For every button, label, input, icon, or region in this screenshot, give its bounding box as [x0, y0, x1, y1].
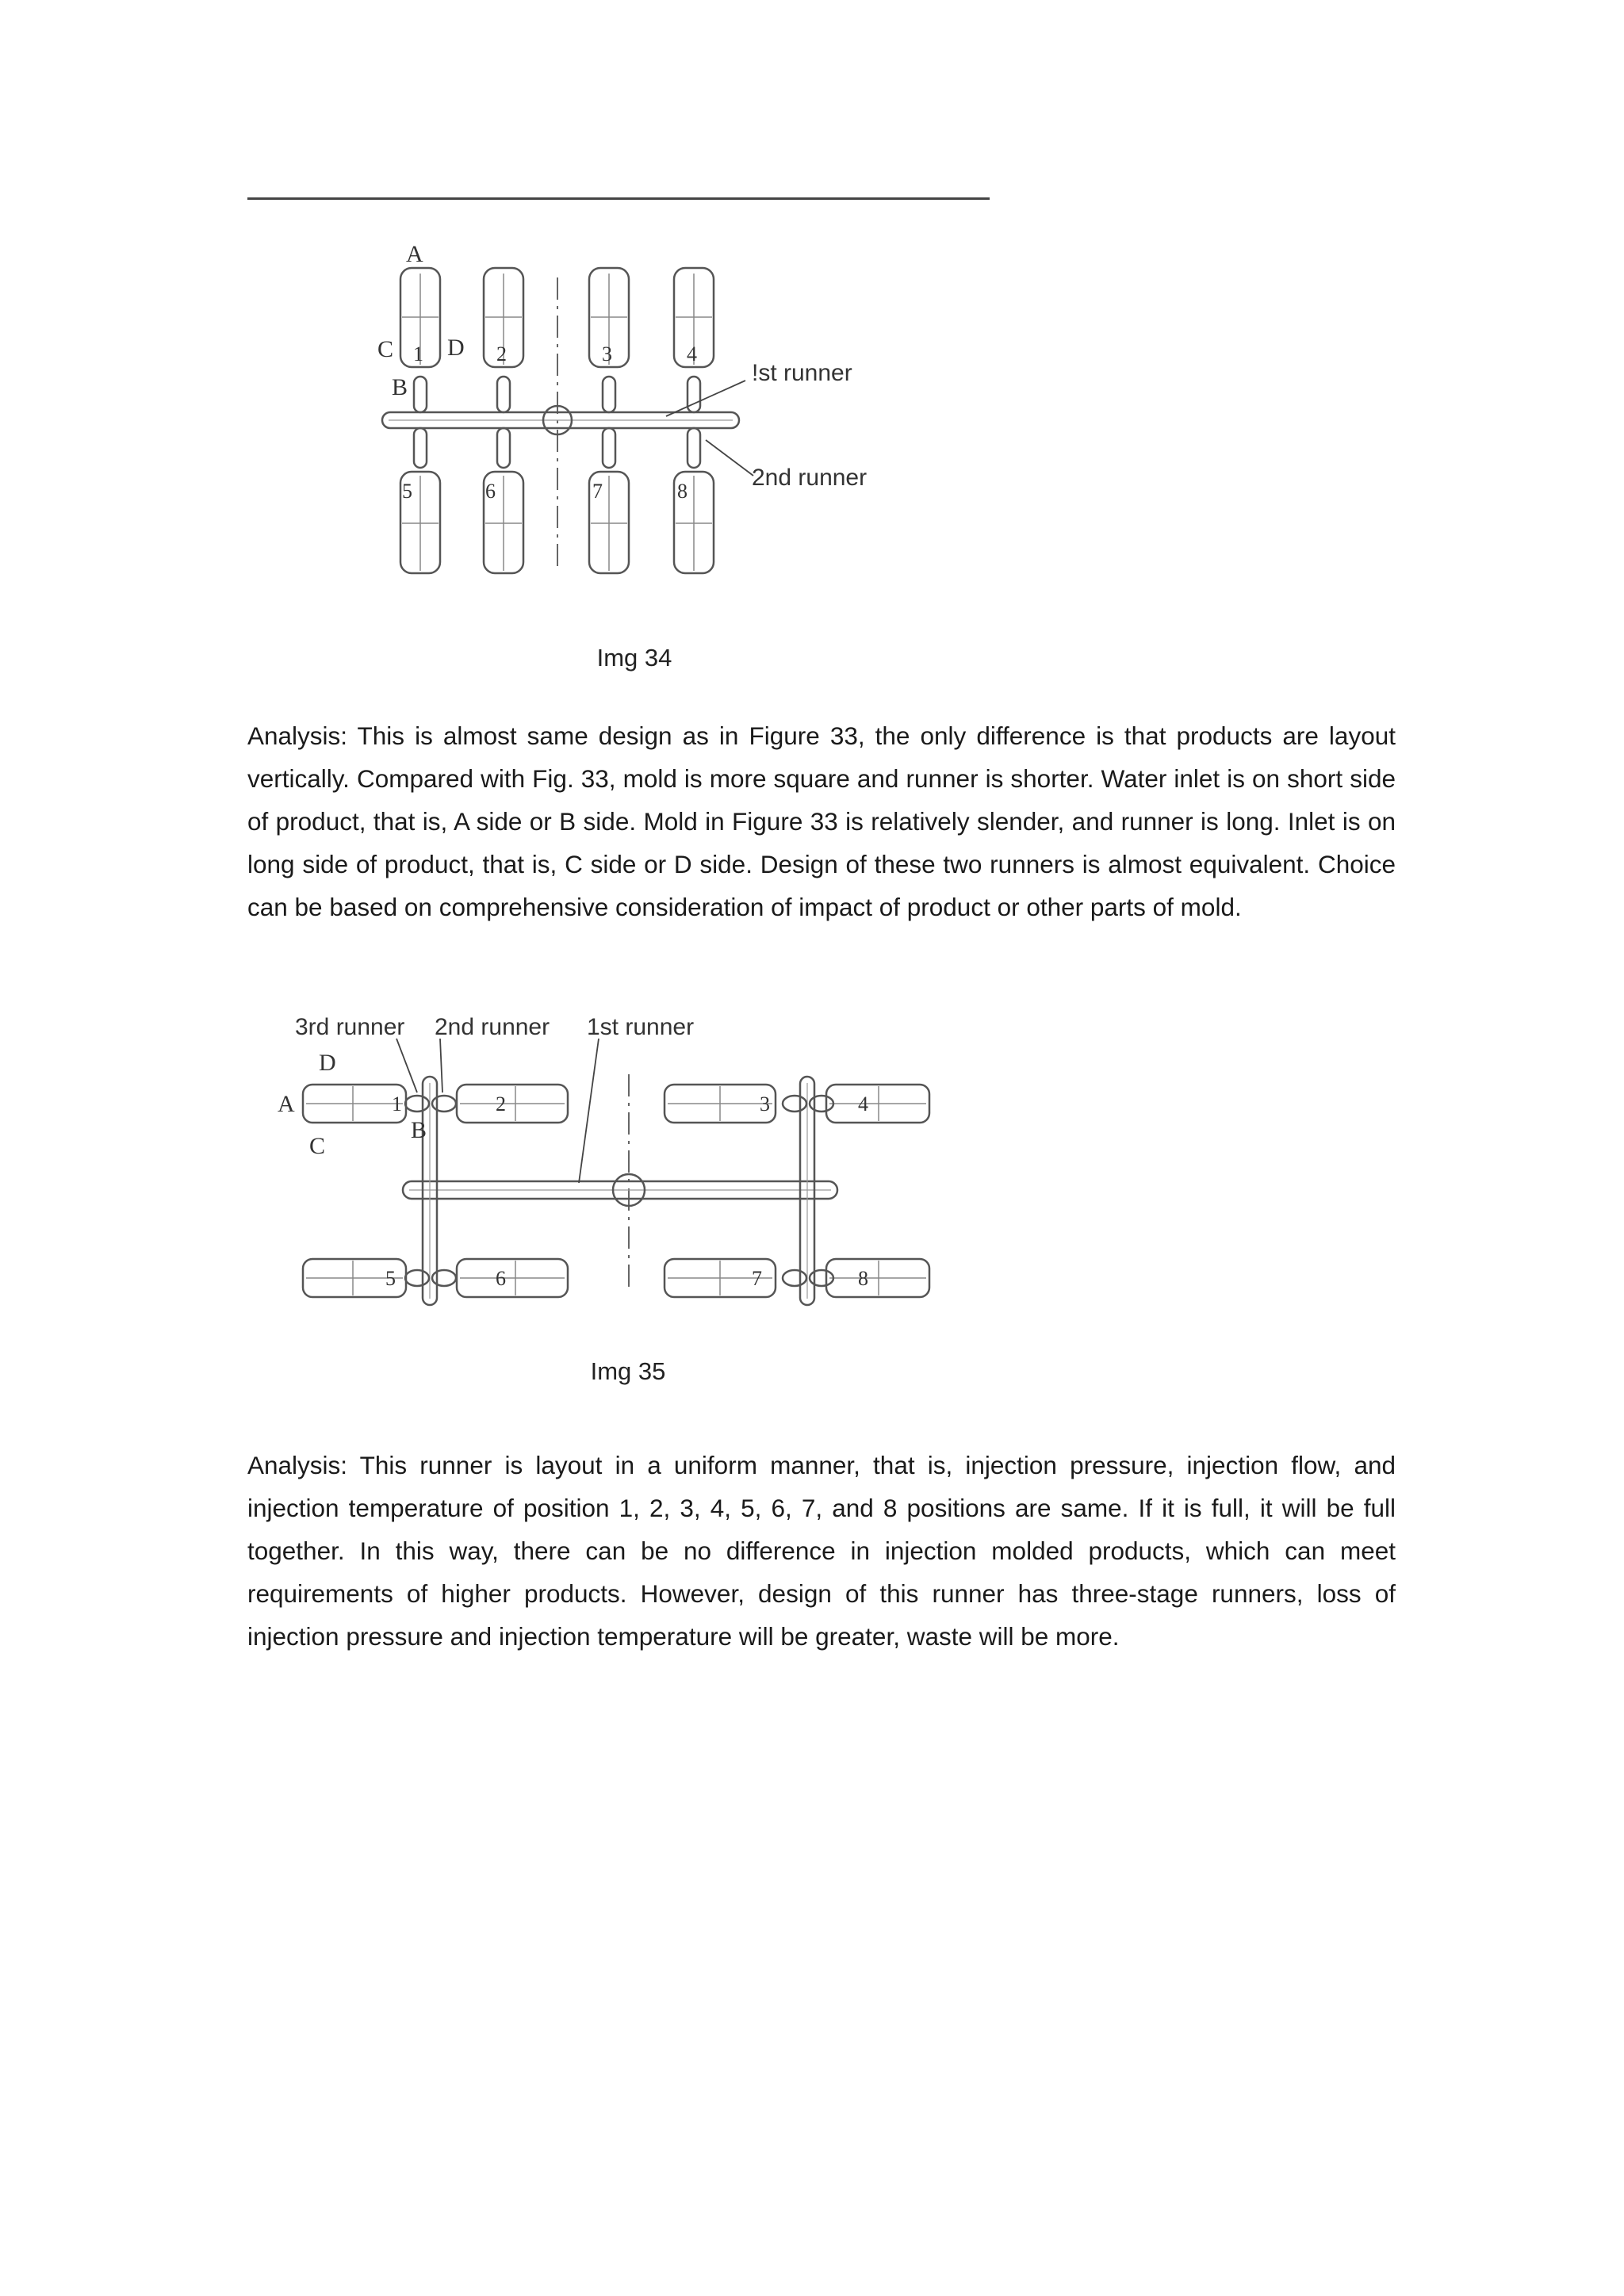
figure-35-caption: Img 35	[590, 1357, 666, 1385]
figure-35-diagram	[262, 1007, 991, 1316]
fig35-cavity-5: 5	[385, 1267, 396, 1290]
fig35-cavity-6: 6	[496, 1267, 506, 1290]
analysis-paragraph-1: Analysis: This is almost same design as in Figure 33, the only difference is that products are layout vertically. Compared with Fig. 33, mold is more square and runner is shorter. Water inlet is on short side of product, that is, A side or B side. Mold in Figure 33 is relatively slender, and runner is long. Inlet is on long side of product, that is, C side or D side. Design of these two runners is almost equivalent. Choice can be based on comprehensive consideration of impact of product or other parts of mold.	[247, 721, 1396, 921]
fig34-label-d: D	[447, 335, 465, 361]
fig34-cavity-5: 5	[402, 480, 412, 503]
fig35-label-d: D	[319, 1050, 336, 1076]
fig34-label-b: B	[392, 374, 408, 400]
fig34-second-runner-label: 2nd runner	[752, 465, 868, 491]
fig35-cavity-2: 2	[496, 1093, 506, 1115]
top-rule	[247, 197, 990, 200]
figure-34-diagram	[365, 230, 936, 603]
fig34-label-a: A	[406, 241, 423, 267]
fig35-second-runner-label: 2nd runner	[435, 1014, 550, 1040]
fig35-cavity-7: 7	[752, 1267, 762, 1290]
fig34-cavity-2: 2	[496, 342, 507, 365]
fig35-label-b: B	[411, 1117, 427, 1143]
fig34-cavity-1: 1	[413, 342, 423, 365]
analysis-paragraph-2: Analysis: This runner is layout in a uniform manner, that is, injection pressure, injection flow, and injection temperature of position 1, 2, 3, 4, 5, 6, 7, and 8 positions are same. If it is full, it will be full together. In this way, there can be no difference in injection molded products, which can meet requirements of higher products. However, design of this runner has three-stage runners, loss of injection pressure and injection temperature will be greater, waste will be more.	[247, 1451, 1396, 1651]
fig34-first-runner-label: !st runner	[752, 360, 852, 386]
figure-34	[365, 230, 936, 603]
fig35-third-runner-label: 3rd runner	[295, 1014, 405, 1040]
figure-35	[262, 1007, 991, 1316]
fig35-label-c: C	[309, 1133, 326, 1159]
fig35-first-runner-label: 1st runner	[587, 1014, 695, 1040]
fig35-cavity-1: 1	[392, 1093, 402, 1115]
fig34-cavity-3: 3	[602, 342, 612, 365]
fig34-label-c: C	[377, 336, 394, 362]
fig35-cavity-3: 3	[760, 1093, 770, 1115]
fig34-cavity-7: 7	[592, 480, 603, 503]
fig34-cavity-8: 8	[677, 480, 688, 503]
fig35-cavity-8: 8	[858, 1267, 868, 1290]
fig34-cavity-6: 6	[485, 480, 496, 503]
fig35-cavity-4: 4	[858, 1093, 868, 1115]
fig34-cavity-4: 4	[687, 342, 697, 365]
fig35-label-a: A	[278, 1091, 295, 1117]
figure-34-caption: Img 34	[596, 644, 672, 672]
